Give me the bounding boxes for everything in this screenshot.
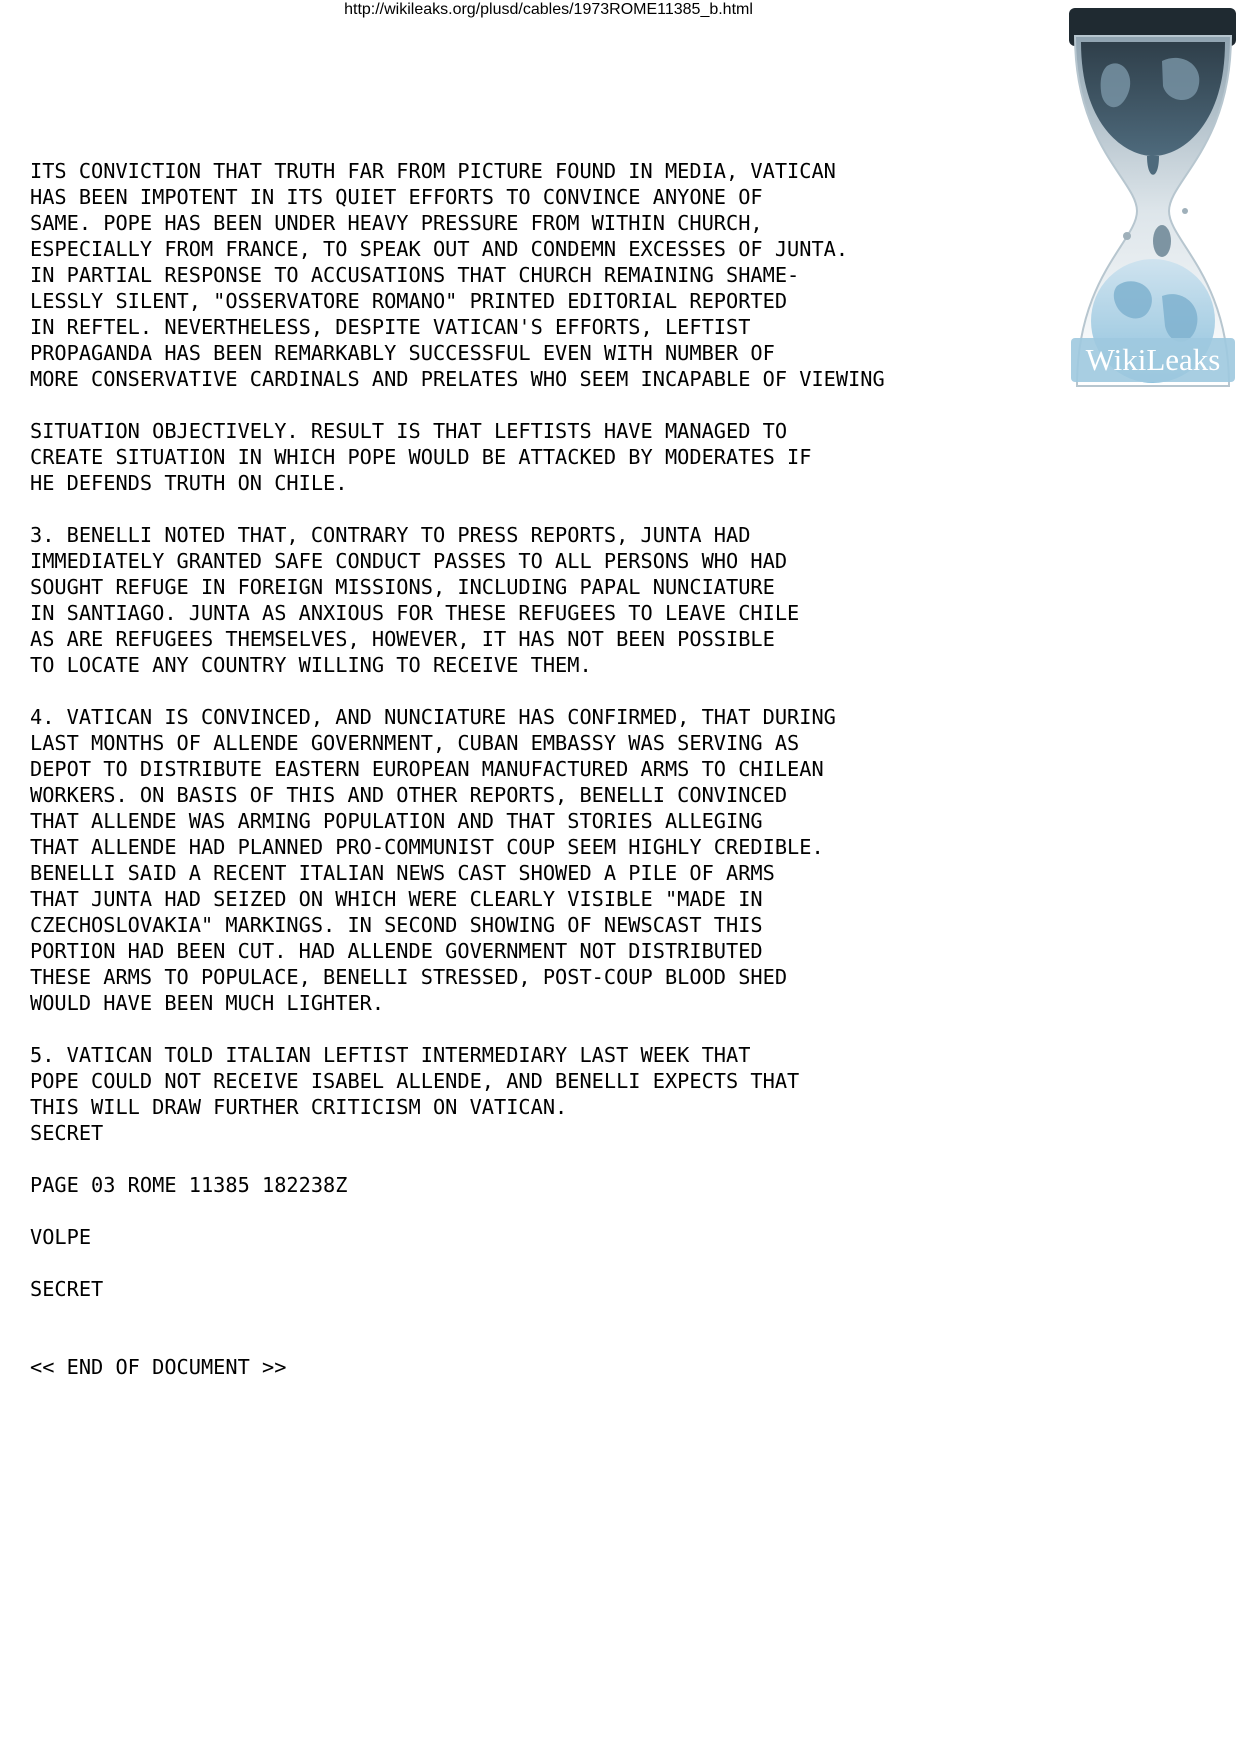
classification-line: SECRET: [30, 1121, 104, 1145]
text-line: POPE COULD NOT RECEIVE ISABEL ALLENDE, AND BENELLI EXPECTS THAT: [30, 1069, 800, 1093]
text-line: HE DEFENDS TRUTH ON CHILE.: [30, 471, 348, 495]
classification-footer: SECRET: [30, 1277, 104, 1301]
blank-line: [30, 392, 1050, 418]
text-line: MORE CONSERVATIVE CARDINALS AND PRELATES WHO SEEM INCAPABLE OF VIEWING: [30, 367, 885, 391]
text-line: THAT ALLENDE WAS ARMING POPULATION AND THAT STORIES ALLEGING: [30, 809, 763, 833]
wikileaks-wordmark: WikiLeaks: [1085, 342, 1221, 377]
blank-line: [30, 496, 1050, 522]
blank-line: [30, 1016, 1050, 1042]
text-line: PORTION HAD BEEN CUT. HAD ALLENDE GOVERNMENT NOT DISTRIBUTED: [30, 939, 763, 963]
source-url: http://wikileaks.org/plusd/cables/1973ROME11385_b.html: [344, 1, 753, 18]
blank-line: [30, 1146, 1050, 1172]
text-line: WOULD HAVE BEEN MUCH LIGHTER.: [30, 991, 385, 1015]
text-line: CREATE SITUATION IN WHICH POPE WOULD BE ATTACKED BY MODERATES IF: [30, 445, 812, 469]
text-line: HAS BEEN IMPOTENT IN ITS QUIET EFFORTS TO CONVINCE ANYONE OF: [30, 185, 763, 209]
text-line: LAST MONTHS OF ALLENDE GOVERNMENT, CUBAN EMBASSY WAS SERVING AS: [30, 731, 800, 755]
text-line: 5. VATICAN TOLD ITALIAN LEFTIST INTERMEDIARY LAST WEEK THAT: [30, 1043, 751, 1067]
signature: VOLPE: [30, 1225, 92, 1249]
text-line: THESE ARMS TO POPULACE, BENELLI STRESSED, POST-COUP BLOOD SHED: [30, 965, 788, 989]
text-line: IMMEDIATELY GRANTED SAFE CONDUCT PASSES TO ALL PERSONS WHO HAD: [30, 549, 788, 573]
paragraph-4: [30, 704, 1050, 1016]
paragraph-3: [30, 522, 1050, 678]
text-line: DEPOT TO DISTRIBUTE EASTERN EUROPEAN MANUFACTURED ARMS TO CHILEAN: [30, 757, 824, 781]
text-line: IN SANTIAGO. JUNTA AS ANXIOUS FOR THESE REFUGEES TO LEAVE CHILE: [30, 601, 800, 625]
wikileaks-logo: [1067, 6, 1238, 420]
text-line: IN PARTIAL RESPONSE TO ACCUSATIONS THAT CHURCH REMAINING SHAME-: [30, 263, 800, 287]
text-line: THIS WILL DRAW FURTHER CRITICISM ON VATICAN.: [30, 1095, 568, 1119]
text-line: 3. BENELLI NOTED THAT, CONTRARY TO PRESS REPORTS, JUNTA HAD: [30, 523, 751, 547]
text-line: SOUGHT REFUGE IN FOREIGN MISSIONS, INCLUDING PAPAL NUNCIATURE: [30, 575, 775, 599]
cable-text: [30, 158, 1050, 1380]
text-line: AS ARE REFUGEES THEMSELVES, HOWEVER, IT HAS NOT BEEN POSSIBLE: [30, 627, 775, 651]
text-line: THAT JUNTA HAD SEIZED ON WHICH WERE CLEARLY VISIBLE "MADE IN: [30, 887, 763, 911]
page-marker: PAGE 03 ROME 11385 182238Z: [30, 1173, 348, 1197]
end-of-document: << END OF DOCUMENT >>: [30, 1355, 287, 1379]
text-line: BENELLI SAID A RECENT ITALIAN NEWS CAST SHOWED A PILE OF ARMS: [30, 861, 775, 885]
paragraph-5: [30, 1042, 1050, 1146]
text-line: PROPAGANDA HAS BEEN REMARKABLY SUCCESSFUL EVEN WITH NUMBER OF: [30, 341, 775, 365]
blank-line: [30, 1302, 1050, 1354]
hourglass-globe-icon: [1067, 6, 1238, 420]
text-line: THAT ALLENDE HAD PLANNED PRO-COMMUNIST COUP SEEM HIGHLY CREDIBLE.: [30, 835, 824, 859]
paragraph-2: [30, 418, 1050, 496]
blank-line: [30, 1250, 1050, 1276]
text-line: WORKERS. ON BASIS OF THIS AND OTHER REPORTS, BENELLI CONVINCED: [30, 783, 788, 807]
text-line: 4. VATICAN IS CONVINCED, AND NUNCIATURE HAS CONFIRMED, THAT DURING: [30, 705, 836, 729]
text-line: SAME. POPE HAS BEEN UNDER HEAVY PRESSURE FROM WITHIN CHURCH,: [30, 211, 763, 235]
text-line: IN REFTEL. NEVERTHELESS, DESPITE VATICAN'S EFFORTS, LEFTIST: [30, 315, 751, 339]
text-line: ESPECIALLY FROM FRANCE, TO SPEAK OUT AND CONDEMN EXCESSES OF JUNTA.: [30, 237, 849, 261]
text-line: ITS CONVICTION THAT TRUTH FAR FROM PICTURE FOUND IN MEDIA, VATICAN: [30, 159, 836, 183]
paragraph-1: [30, 158, 1050, 392]
text-line: TO LOCATE ANY COUNTRY WILLING TO RECEIVE THEM.: [30, 653, 592, 677]
blank-line: [30, 678, 1050, 704]
text-line: LESSLY SILENT, "OSSERVATORE ROMANO" PRINTED EDITORIAL REPORTED: [30, 289, 788, 313]
text-line: CZECHOSLOVAKIA" MARKINGS. IN SECOND SHOWING OF NEWSCAST THIS: [30, 913, 763, 937]
text-line: SITUATION OBJECTIVELY. RESULT IS THAT LEFTISTS HAVE MANAGED TO: [30, 419, 788, 443]
blank-line: [30, 1198, 1050, 1224]
